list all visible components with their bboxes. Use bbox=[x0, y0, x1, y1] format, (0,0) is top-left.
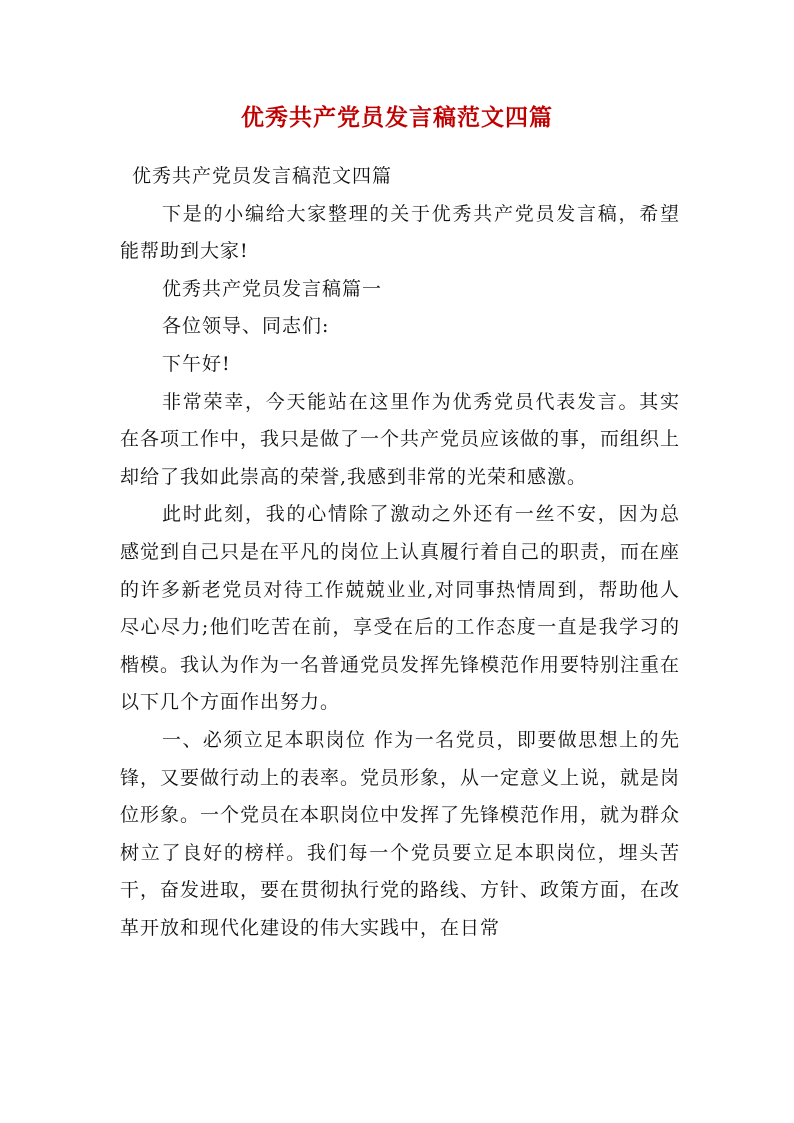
body-paragraph: 一、必须立足本职岗位 作为一名党员，即要做思想上的先锋，又要做行动上的表率。党员形象，从一定意义上说，就是岗位形象。一个党员在本职岗位中发挥了先锋模范作用，就为群众树立了良好的榜样。我们每一个党员要立足本职岗位，埋头苦干，奋发进取，要在贯彻执行党的路线、方针、政策方面，在改革开放和现代化建设的伟大实践中，在日常 bbox=[120, 728, 681, 939]
subtitle-paragraph: 优秀共产党员发言稿范文四篇 bbox=[132, 165, 393, 187]
greeting-paragraph: 下午好! bbox=[162, 352, 231, 375]
document-body bbox=[120, 158, 680, 947]
body-paragraph: 非常荣幸，今天能站在这里作为优秀党员代表发言。其实在各项工作中，我只是做了一个共产党员应该做的事，而组织上却给了我如此崇高的荣誉,我感到非常的光荣和感激。 bbox=[120, 390, 681, 488]
document-title: 优秀共产党员发言稿范文四篇 bbox=[241, 104, 553, 131]
body-paragraph: 此时此刻，我的心情除了激动之外还有一丝不安，因为总感觉到自己只是在平凡的岗位上认真履行着自己的职责，而在座的许多新老党员对待工作兢兢业业,对同事热情周到，帮助他人尽心尽力;他们吃苦在前，享受在后的工作态度一直是我学习的楷模。我认为作为一名普通党员发挥先锋模范作用要特别注重在以下几个方面作出努力。 bbox=[120, 503, 681, 714]
section-heading: 优秀共产党员发言稿篇一 bbox=[162, 277, 383, 300]
salutation-paragraph: 各位领导、同志们: bbox=[162, 315, 330, 338]
intro-paragraph: 下是的小编给大家整理的关于优秀共产党员发言稿，希望能帮助到大家! bbox=[120, 202, 680, 263]
